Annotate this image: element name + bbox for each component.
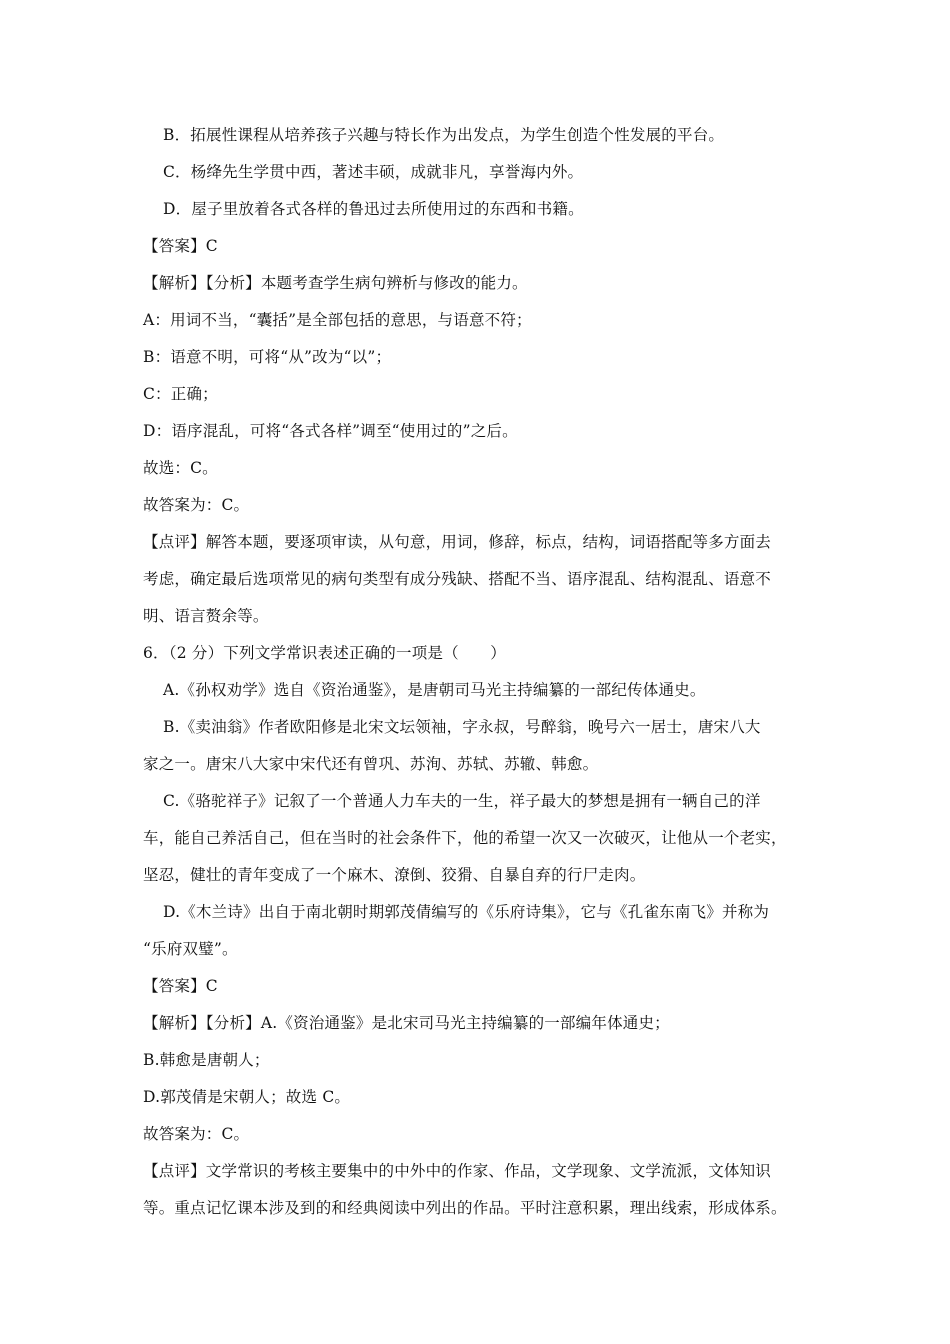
answer-line: 【答案】C: [143, 237, 218, 255]
comment-line: 等。重点记忆课本涉及到的和经典阅读中列出的作品。平时注意积累，理出线索，形成体系。: [143, 1199, 787, 1217]
comment-line: 【点评】解答本题，要逐项审读，从句意，用词，修辞，标点，结构，词语搭配等多方面去: [143, 533, 772, 551]
option-b-line: B.《卖油翁》作者欧阳修是北宋文坛领袖，字永叔，号醉翁，晚号六一居士，唐宋八大: [163, 718, 761, 736]
option-c-cont-line: 车，能自己养活自己，但在当时的社会条件下，他的希望一次又一次破灭，让他从一个老实，: [143, 829, 787, 847]
option-d-cont-line: “乐府双璧”。: [143, 940, 238, 958]
final-answer-line: 故答案为：C。: [143, 1125, 250, 1143]
comment-line: 考虑，确定最后选项常见的病句类型有成分残缺、搭配不当、语序混乱、结构混乱、语意不: [143, 570, 772, 588]
option-c-line: C．杨绛先生学贯中西，著述丰硕，成就非凡，享誉海内外。: [163, 163, 584, 181]
analysis-d-line: D：语序混乱，可将“各式各样”调至“使用过的”之后。: [143, 422, 518, 440]
analysis-a-line: A：用词不当，“囊括”是全部包括的意思，与语意不符；: [143, 311, 532, 329]
choice-line: 故选：C。: [143, 459, 218, 477]
analysis-c-line: C：正确；: [143, 385, 218, 403]
option-d-line: D．屋子里放着各式各样的鲁迅过去所使用过的东西和书籍。: [163, 200, 584, 218]
final-answer-line: 故答案为：C。: [143, 496, 250, 514]
comment-line: 【点评】文学常识的考核主要集中的中外中的作家、作品，文学现象、文学流派，文体知识: [143, 1162, 772, 1180]
option-d-line: D.《木兰诗》出自于南北朝时期郭茂倩编写的《乐府诗集》，它与《孔雀东南飞》并称为: [163, 903, 770, 921]
analysis-d-line: D.郭茂倩是宋朝人；故选 C。: [143, 1088, 351, 1106]
option-a-line: A.《孙权劝学》选自《资治通鉴》，是唐朝司马光主持编纂的一部纪传体通史。: [163, 681, 706, 699]
analysis-line: 【解析】【分析】A.《资治通鉴》是北宋司马光主持编纂的一部编年体通史；: [143, 1014, 670, 1032]
option-b-cont-line: 家之一。唐宋八大家中宋代还有曾巩、苏洵、苏轼、苏辙、韩愈。: [143, 755, 599, 773]
option-c-cont-line: 坚忍，健壮的青年变成了一个麻木、潦倒、狡猾、自暴自弃的行尸走肉。: [143, 866, 646, 884]
question-6-title: 6．（2 分）下列文学常识表述正确的一项是（ ）: [143, 644, 506, 662]
analysis-line: 【解析】【分析】本题考查学生病句辨析与修改的能力。: [143, 274, 528, 292]
option-c-line: C.《骆驼祥子》记叙了一个普通人力车夫的一生，祥子最大的梦想是拥有一辆自己的洋: [163, 792, 761, 810]
analysis-b-line: B：语意不明，可将“从”改为“以”；: [143, 348, 392, 366]
analysis-b-line: B.韩愈是唐朝人；: [143, 1051, 270, 1069]
comment-line: 明、语言赘余等。: [143, 607, 269, 625]
option-b-line: B．拓展性课程从培养孩子兴趣与特长作为出发点，为学生创造个性发展的平台。: [163, 126, 725, 144]
answer-line: 【答案】C: [143, 977, 218, 995]
